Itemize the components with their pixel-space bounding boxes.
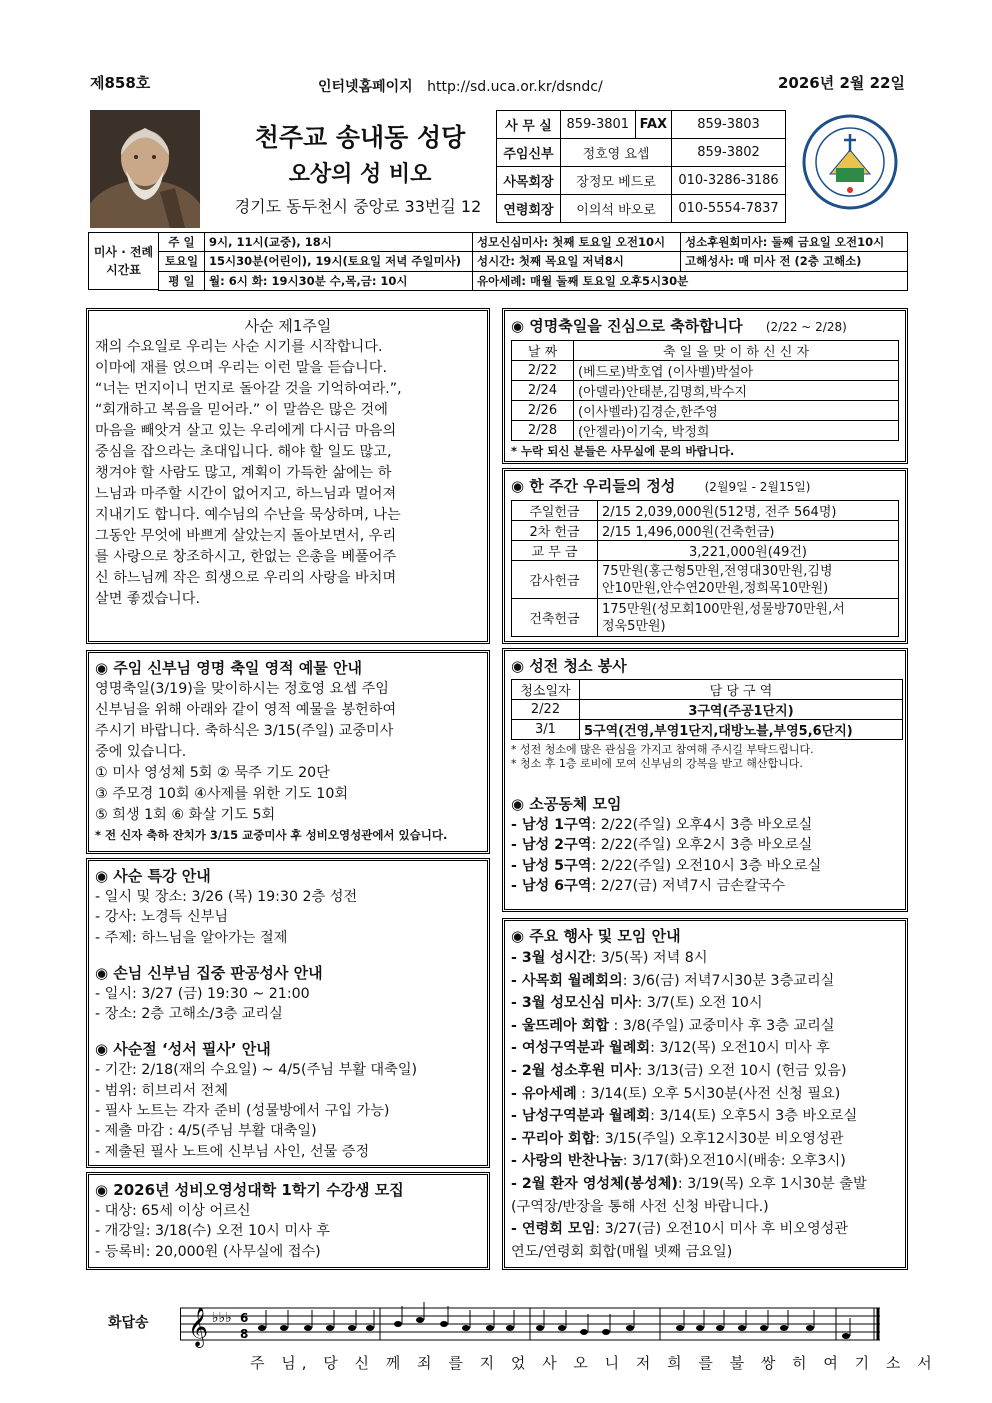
contact-phone: 010-5554-7837 [672,195,786,223]
contact-person: 장정모 베드로 [561,167,672,195]
lent-line: 느님과 마주할 시간이 없어지고, 하느님과 멀어져 [95,486,397,502]
feast-row [512,361,899,381]
offering-kind: 주일헌금 [512,501,598,521]
note-head [580,1329,588,1335]
college-line: - 개강일: 3/18(수) 오전 10시 미사 후 [95,1223,330,1240]
feast-box [502,308,908,464]
cleaning-head-row [512,680,903,700]
schedule-day: 토요일 [159,252,205,271]
mass-schedule-table [158,232,908,291]
note-head [462,1325,470,1331]
confession-line: - 일시: 3/27 (금) 19:30 ~ 21:00 [95,985,310,1002]
pastor-feast-line: 중에 있습니다. [95,744,187,760]
issue-date: 2026년 2월 22일 [778,74,905,92]
note-head [486,1325,494,1331]
cleaning-community-box [502,648,908,912]
cleaning-area: 5구역(건영,부영1단지,대방노블,부영5,6단지) [580,720,903,740]
treble-clef-icon: 𝄞 [188,1307,209,1347]
event-row: - 2월 성소후원 미사: 3/13(금) 오전 10시 (헌금 있음) [511,1062,847,1079]
note-head [626,1325,634,1331]
bible-line: - 기간: 2/18(재의 수요일) ~ 4/5(주님 부활 대축일) [95,1062,418,1079]
contact-row [497,139,786,167]
schedule-label-line1: 미사 · 전례 [93,245,154,259]
cleaning-row [512,700,903,720]
contact-key: 주임신부 [497,139,561,167]
pastor-feast-line: 영명축일(3/19)을 맞이하시는 정호영 요셉 주임 [95,681,389,697]
community-row: - 남성 6구역: 2/27(금) 저녁7시 금손칼국수 [511,877,786,894]
cleaning-date: 2/22 [512,700,580,720]
lent-line: 살면 좋겠습니다. [95,591,200,607]
contact-phone: 010-3286-3186 [672,167,786,195]
note-head [304,1325,312,1331]
community-row: - 남성 1구역: 2/22(주일) 오후4시 3층 바오로실 [511,817,813,833]
issue-number: 제858호 [90,74,151,92]
lecture-title: ◉ 사순 특강 안내 [95,867,211,885]
note-head [780,1325,788,1331]
feast-note: * 누락 되신 분들은 사무실에 문의 바랍니다. [511,444,735,458]
offering-amount: 2/15 2,039,000원(512명, 전주 564명) [598,501,899,521]
cleaning-table [511,679,903,740]
lent-line: 그동안 무엇에 바쁘게 살았는지 돌아보면서, 우리 [95,528,397,544]
lent-reflection-box [86,308,490,644]
note-head [842,1333,850,1339]
offering-amount: 2/15 1,496,000원(건축헌금) [598,521,899,541]
contact-key: 사 무 실 [497,111,561,139]
lent-title: 사순 제1주일 [244,317,332,335]
schedule-time: 월: 6시 화: 19시30분 수,목,금: 10시 [205,271,473,290]
lent-text [95,337,481,610]
bible-line: - 제출된 필사 노트에 신부님 사인, 선물 증정 [95,1143,370,1160]
offering-row [512,541,899,561]
lent-line: 신 하느님께 작은 희생으로 우리의 사랑을 바치며 [95,570,397,586]
lent-line: 중심을 잡으라는 초대입니다. 해야 할 일도 많고, [95,444,392,460]
note-head [348,1325,356,1331]
note-head [536,1325,544,1331]
offering-kind: 감사헌금 [512,561,598,599]
feast-row [512,421,899,441]
psalm-staff [180,1300,880,1350]
schedule-extra: 성시간: 첫째 목요일 저녁8시 [473,252,681,271]
community-row: - 남성 5구역: 2/22(주일) 오전10시 3층 바오로실 [511,857,822,874]
note-head [558,1325,566,1331]
feast-header [511,315,899,338]
cleaning-date: 3/1 [512,720,580,740]
offering-row [512,501,899,521]
feast-row [512,381,899,401]
note-head [440,1321,448,1327]
events-list [511,947,899,1263]
cleaning-area: 3구역(주공1단지) [580,700,903,720]
offering-amount: 3,221,000원(49건) [598,541,899,561]
schedule-label-line2: 시간표 [106,263,141,277]
schedule-time: 15시30분(어린이), 19시(토요일 저녁 주일미사) [205,252,473,271]
bible-line: - 범위: 히브리서 전체 [95,1082,229,1099]
schedule-label [88,232,158,290]
offering-header [511,475,899,498]
event-row: - 2월 환자 영성체(봉성체): 3/19(목) 오후 1시30분 출발 [511,1175,867,1192]
lent-line: 를 사랑으로 창조하시고, 한없는 은총을 베풀어주 [95,549,397,565]
offering-title: ◉ 한 주간 우리들의 정성 [511,477,676,495]
event-row: - 유아세례 : 3/14(토) 오후 5시30분(사전 신청 필요) [511,1085,841,1102]
homepage-line [318,76,603,96]
schedule-day: 주 일 [159,233,205,252]
church-address: 경기도 동두천시 중앙로 33번길 12 [234,197,482,216]
patron-name: 오상의 성 비오 [288,162,432,187]
schedule-row [159,271,908,290]
patron-portrait [90,110,200,228]
lecture-line: - 일시 및 장소: 3/26 (목) 19:30 2층 성전 [95,889,358,905]
note-head [326,1325,334,1331]
bible-line: - 필사 노트는 각자 준비 (성물방에서 구입 가능) [95,1103,390,1120]
offering-amount: 75만원(홍근형5만원,전영대30만원,김병 안10만원,안수연20만원,정희목10만원) [598,561,899,599]
svg-text:8: 8 [240,1327,249,1341]
cleaning-head-area: 담 당 구 역 [580,680,903,700]
cleaning-note: * 청소 후 1층 로비에 모여 신부님의 강복을 받고 해산합니다. [511,757,803,770]
pastor-feast-item: ① 미사 영성체 5회 ② 묵주 기도 20단 [95,765,330,781]
contact-value: 859-3801 [561,111,636,139]
event-row: - 3월 성모신심 미사: 3/7(토) 오전 10시 [511,995,763,1012]
events-title: ◉ 주요 행사 및 모임 안내 [511,927,681,945]
cleaning-note: * 성전 청소에 많은 관심을 가지고 참여해 주시길 부탁드립니다. [511,743,814,756]
offering-kind: 건축헌금 [512,599,598,637]
contact-phone: 859-3802 [672,139,786,167]
lent-line: 지내기도 합니다. 예수님의 수난을 묵상하며, 나는 [95,507,401,523]
note-head [738,1325,746,1331]
schedule-extra: 성소후원회미사: 둘째 금요일 오전10시 [681,233,908,252]
note-head [602,1329,610,1335]
feast-title: ◉ 영명축일을 진심으로 축하합니다 [511,317,743,335]
offering-row [512,521,899,541]
note-head [258,1325,266,1331]
cleaning-head-date: 청소일자 [512,680,580,700]
offering-table [511,500,899,637]
feast-date: 2/24 [512,381,574,401]
contact-person: 정호영 요셉 [561,139,672,167]
contact-key: 사목회장 [497,167,561,195]
college-line: - 대상: 65세 이상 어르신 [95,1203,251,1219]
event-row: - 울뜨레아 회합 : 3/8(주일) 교중미사 후 3층 교리실 [511,1017,835,1034]
contact-person: 이의석 바오로 [561,195,672,223]
offering-kind: 2차 헌금 [512,521,598,541]
contact-row [497,167,786,195]
lent-line: 마음을 빼앗겨 살고 있는 우리에게 다시금 마음의 [95,423,397,439]
svg-text:6: 6 [240,1311,249,1325]
event-row: - 여성구역분과 월례회: 3/12(목) 오전10시 미사 후 [511,1040,830,1057]
pastor-feast-item: ⑤ 희생 1회 ⑥ 화살 기도 5회 [95,807,276,823]
contact-table [496,110,786,223]
note-head [416,1317,424,1323]
lecture-line: - 주제: 하느님을 알아가는 절제 [95,929,288,946]
note-head [760,1325,768,1331]
lent-line: 챙겨야 할 사람도 많고, 계획이 가득한 삶에는 하 [95,465,392,481]
note-head [806,1325,814,1331]
schedule-extra: 유아세례: 매월 둘째 토요일 오후5시30분 [473,271,908,290]
lent-notices-box [86,858,490,1168]
psalm-lyrics: 주 님, 당 신 께 죄 를 지 었 사 오 니 저 희 를 불 쌍 히 여 기 소 서 [250,1354,938,1372]
offering-range: (2월9일 - 2월15일) [704,480,811,494]
note-head [394,1321,402,1327]
contact-row [497,111,786,139]
event-row: - 3월 성시간: 3/5(목) 저녁 8시 [511,950,708,966]
offering-row [512,561,899,599]
bible-title: ◉ 사순절 ‘성서 필사’ 안내 [95,1040,271,1059]
event-row: 연도/연령회 회합(매월 넷째 금요일) [511,1243,733,1260]
schedule-extra: 성모신심미사: 첫째 토요일 오전10시 [473,233,681,252]
note-head [676,1325,684,1331]
fax-value: 859-3803 [672,111,786,139]
contact-key: 연령회장 [497,195,561,223]
schedule-day: 평 일 [159,271,205,290]
svg-text:♭♭♭: ♭♭♭ [212,1310,232,1326]
pastor-feast-line: 신부님을 위해 아래와 같이 영적 예물을 봉헌하여 [95,702,397,718]
note-head [366,1325,374,1331]
homepage-label: 인터넷홈페이지 [318,79,413,95]
event-row: - 연령회 모임: 3/27(금) 오전10시 미사 후 비오영성관 [511,1221,849,1238]
pastor-feast-box [86,650,490,854]
feast-row [512,401,899,421]
feast-names: (베드로)박호엽 (이사벨)박설아 [574,361,899,381]
note-head [716,1325,724,1331]
feast-head-row [512,341,899,361]
schedule-extra: 고해성사: 매 미사 전 (2층 고해소) [681,252,908,271]
feast-table [511,340,899,441]
cleaning-row [512,720,903,740]
feast-date: 2/28 [512,421,574,441]
lent-line: “너는 먼지이니 먼지로 돌아갈 것을 기억하여라.”, [95,381,402,397]
college-line: - 등록비: 20,000원 (사무실에 접수) [95,1243,321,1260]
college-title: ◉ 2026년 성비오영성대학 1학기 수강생 모집 [95,1181,404,1199]
event-row: - 사랑의 반찬나눔: 3/17(화)오전10시(배송: 오후3시) [511,1153,846,1170]
feast-date: 2/22 [512,361,574,381]
offering-amount: 175만원(성모회100만원,성물방70만원,서 정욱5만원) [598,599,899,637]
feast-head-date: 날 짜 [512,341,574,361]
event-row: (구역장/반장을 통해 사전 신청 바랍니다.) [511,1198,769,1215]
cleaning-title: ◉ 성전 청소 봉사 [511,657,627,675]
feast-names: (안젤라)이기숙, 박정희 [574,421,899,441]
offering-box [502,468,908,644]
schedule-row [159,252,908,271]
homepage-url[interactable]: http://sd.uca.or.kr/dsndc/ [427,79,603,95]
pastor-feast-item: ③ 주모경 10회 ④사제를 위한 기도 10회 [95,786,349,802]
pastor-feast-line: 주시기 바랍니다. 축하식은 3/15(주일) 교중미사 [95,723,394,739]
confession-line: - 장소: 2층 고해소/3층 교리실 [95,1006,283,1023]
college-box [86,1172,490,1270]
events-box [502,918,908,1270]
fax-label: FAX [635,111,671,139]
feast-head-names: 축 일 을 맞 이 하 신 신 자 [574,341,899,361]
confession-title: ◉ 손님 신부님 집중 판공성사 안내 [95,963,323,982]
feast-names: (이사벨라)김경순,한주영 [574,401,899,421]
offering-kind: 교 무 금 [512,541,598,561]
note-head [280,1325,288,1331]
church-name: 천주교 송내동 성당 [254,123,466,152]
feast-names: (아델라)안태분,김명희,박수지 [574,381,899,401]
schedule-time: 9시, 11시(교중), 18시 [205,233,473,252]
lecture-line: - 강사: 노경득 신부님 [95,909,229,926]
contact-row [497,195,786,223]
parish-logo [800,112,900,212]
schedule-row [159,233,908,252]
psalm-label: 화답송 [108,1315,149,1331]
lent-line: 재의 수요일로 우리는 사순 시기를 시작합니다. [95,339,383,355]
note-head [506,1325,514,1331]
community-row: - 남성 2구역: 2/22(주일) 오후2시 3층 바오로실 [511,837,813,854]
lent-line: 이마에 재를 얹으며 우리는 이런 말을 듣습니다. [95,360,387,376]
event-row: - 꾸리아 회합: 3/15(주일) 오후12시30분 비오영성관 [511,1130,844,1147]
event-row: - 사목회 월례회의: 3/6(금) 저녁7시30분 3층교리실 [511,972,835,989]
event-row: - 남성구역분과 월례회: 3/14(토) 오후5시 3층 바오로실 [511,1108,858,1125]
community-title: ◉ 소공동체 모임 [511,795,622,813]
bible-line: - 제출 마감 : 4/5(주님 부활 대축일) [95,1123,317,1140]
feast-date: 2/26 [512,401,574,421]
feast-range: (2/22 ~ 2/28) [765,320,847,334]
pastor-feast-note: * 전 신자 축하 잔치가 3/15 교중미사 후 성비오영성관에서 있습니다. [95,828,448,842]
note-head [696,1325,704,1331]
lent-line: “회개하고 복음을 믿어라.” 이 말씀은 많은 것에 [95,402,388,418]
offering-row [512,599,899,637]
pastor-feast-title: ◉ 주임 신부님 영명 축일 영적 예물 안내 [95,659,362,677]
